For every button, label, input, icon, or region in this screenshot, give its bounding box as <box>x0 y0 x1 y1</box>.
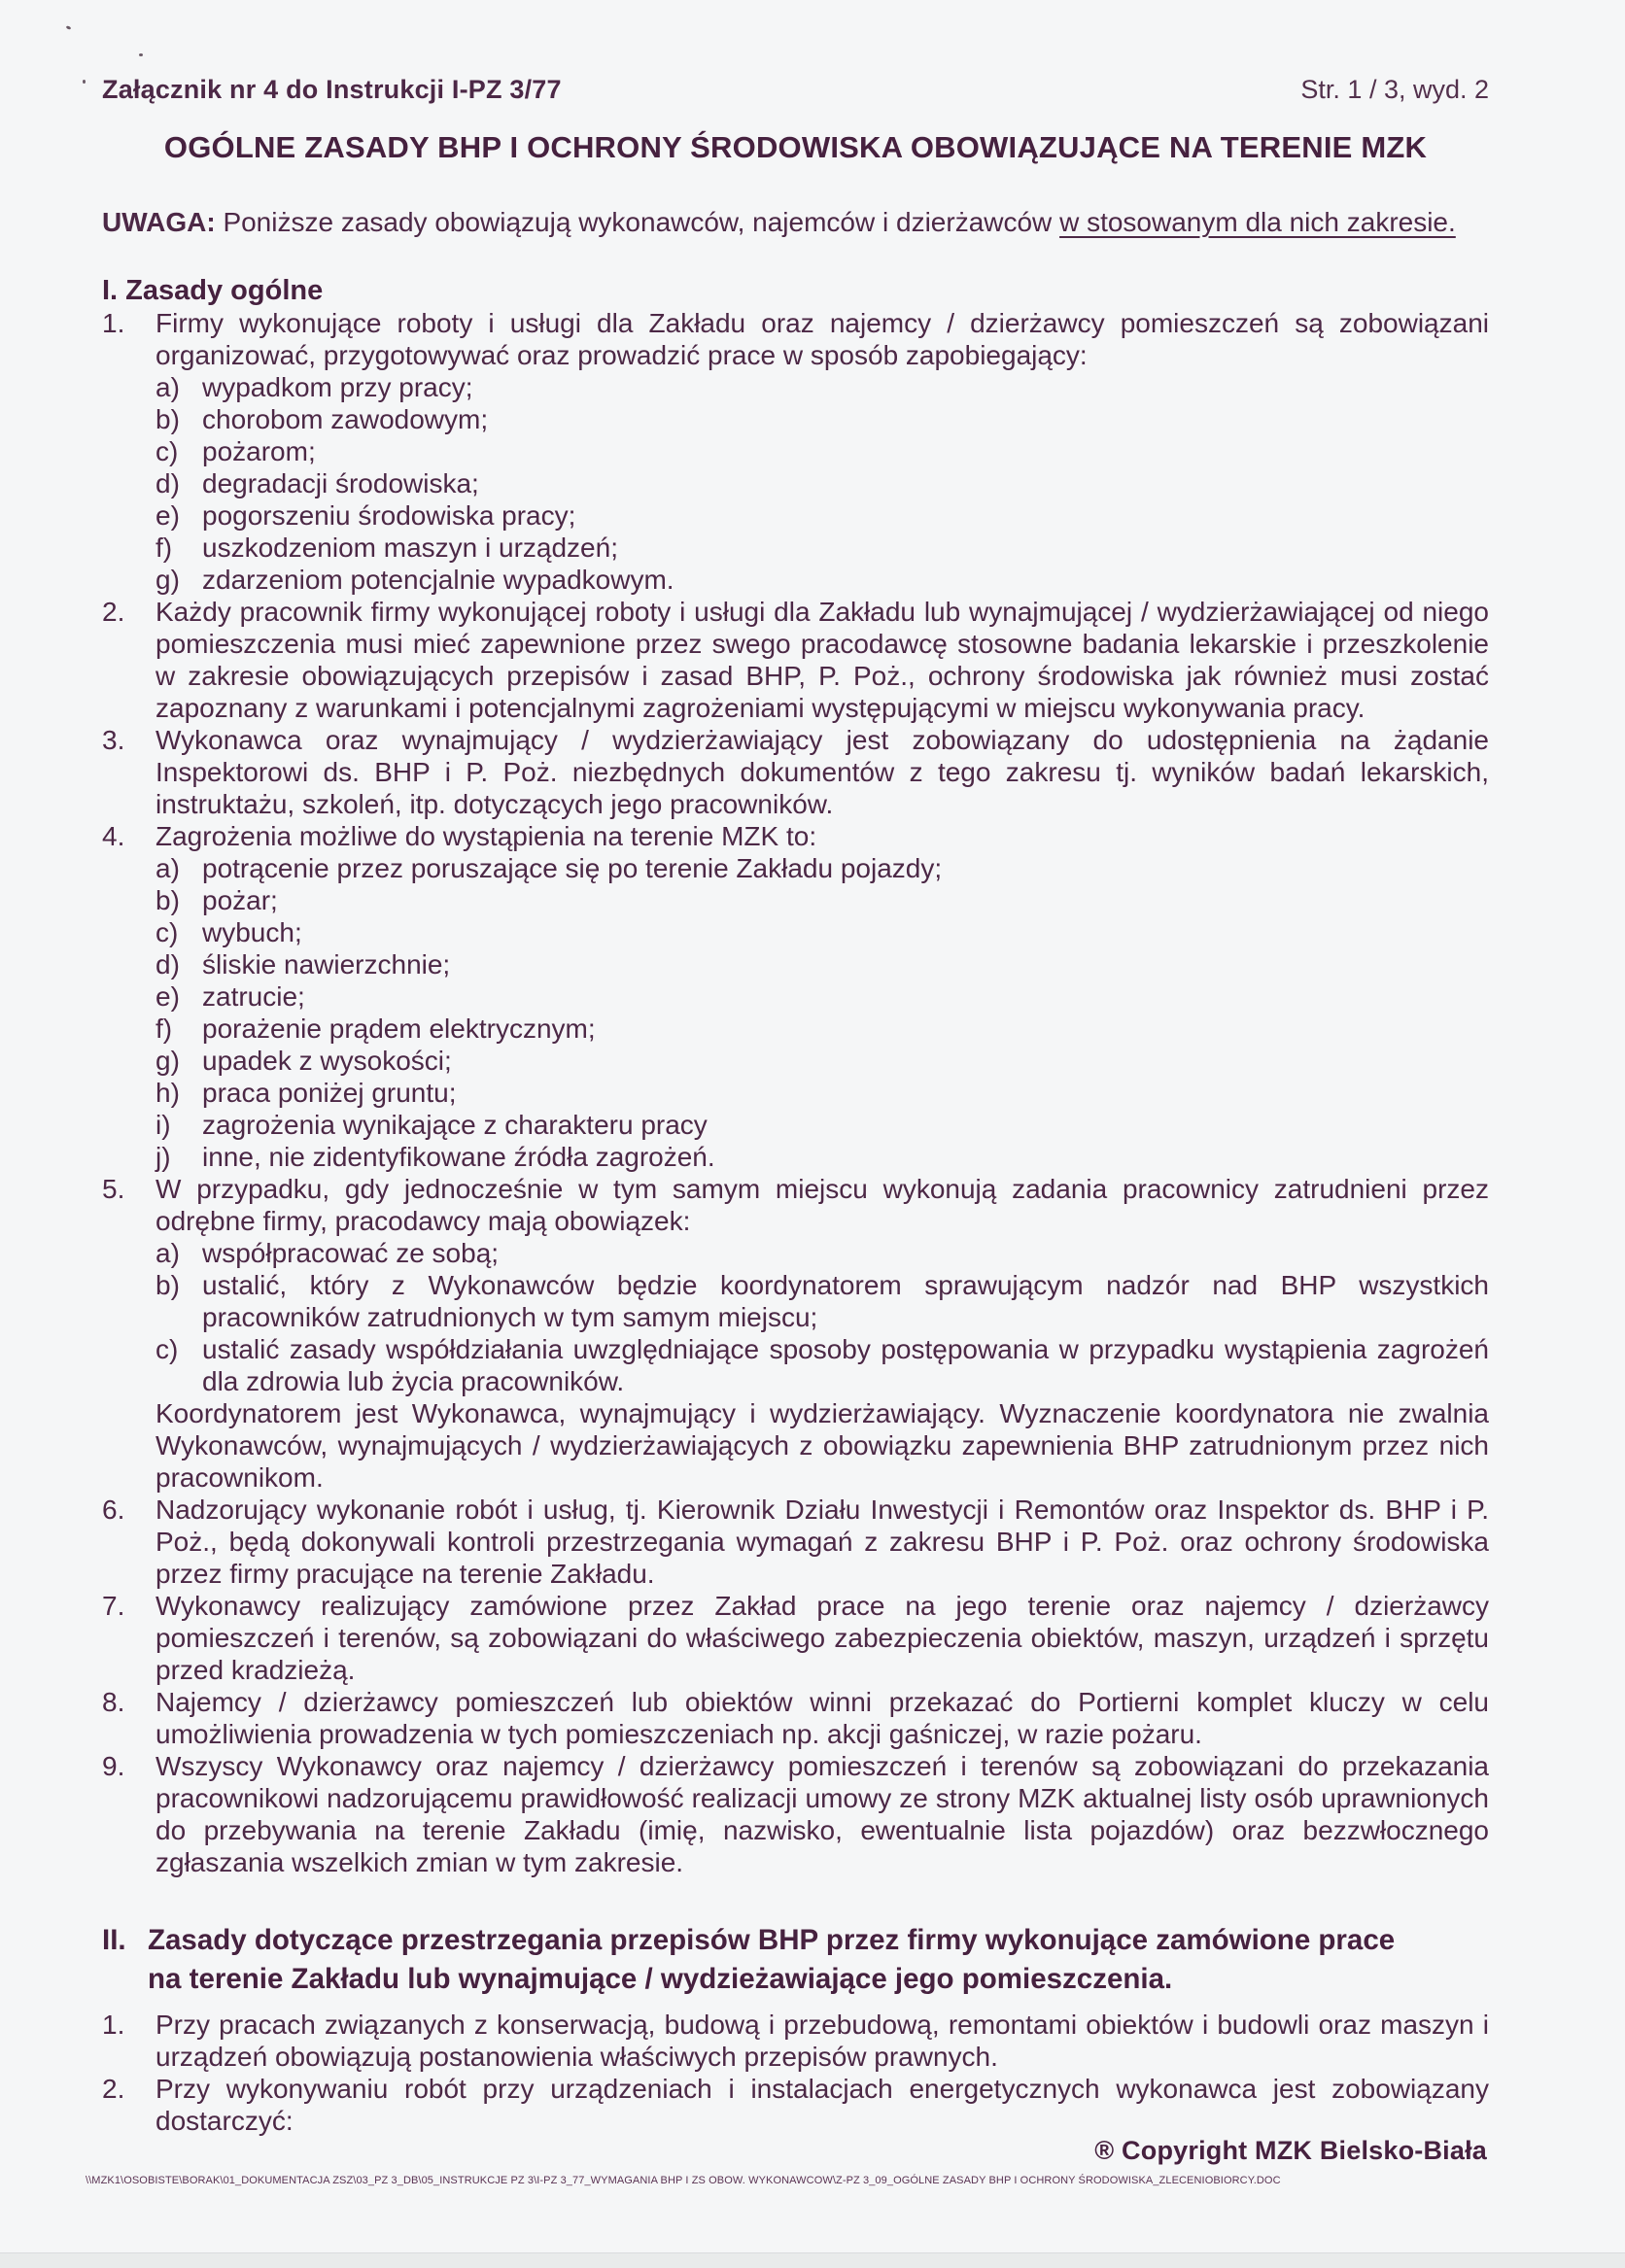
sub-item <box>156 948 1489 980</box>
sub-item <box>156 1333 1489 1397</box>
sub-item <box>156 1141 1489 1173</box>
sub-text: pogorszeniu środowiska pracy; <box>202 500 576 531</box>
sub-text: ustalić zasady współdziałania uwzględniające sposoby postępowania w przypadku wystąpienia zagrożeń dla zdrowia lub życia pracowników. <box>202 1334 1489 1396</box>
item-number: 1. <box>102 308 125 338</box>
sub-text: inne, nie zidentyfikowane źródła zagrożeń. <box>202 1142 715 1172</box>
notice-line <box>102 206 1489 238</box>
sub-item <box>156 435 1489 467</box>
item-text: Wykonawcy realizujący zamówione przez Zakład prace na jego terenie oraz najemcy / dzierżawcy pomieszczeń i terenów, są zobowiązani do właściwego zabezpieczenia obiektów, maszyn, urządzeń i sprzętu przed kradzieżą. <box>156 1591 1489 1685</box>
sub-text: współpracować ze sobą; <box>202 1238 500 1268</box>
list-item <box>102 820 1489 1173</box>
sub-letter: a) <box>156 1238 180 1268</box>
item-number: 2. <box>102 597 125 627</box>
sub-text: pożar; <box>202 885 278 915</box>
item-number: 8. <box>102 1687 125 1717</box>
list-item <box>102 1494 1489 1590</box>
sub-letter: c) <box>156 917 179 947</box>
notice-text: Poniższe zasady obowiązują wykonawców, najemców i dzierżawców <box>223 207 1053 237</box>
item-text: Przy wykonywaniu robót przy urządzeniach i instalacjach energetycznych wykonawca jest zobowiązany dostarczyć: <box>156 2074 1489 2136</box>
sub-letter: h) <box>156 1078 180 1108</box>
sub-letter: i) <box>156 1110 171 1140</box>
sub-text: zagrożenia wynikające z charakteru pracy <box>202 1110 708 1140</box>
sub-item <box>156 1269 1489 1333</box>
sub-text: wypadkom przy pracy; <box>202 372 473 402</box>
sub-letter: c) <box>156 1334 179 1364</box>
sub-text: degradacji środowiska; <box>202 468 479 498</box>
item-text: Nadzorujący wykonanie robót i usług, tj. Kierownik Działu Inwestycji i Remontów oraz Inspektor ds. BHP i P. Poż., będą dokonywali kontroli przestrzegania wymagań z zakresu BHP i P. Poż. oraz ochrony środowiska przez firmy pracujące na terenie Zakładu. <box>156 1495 1489 1589</box>
sub-text: chorobom zawodowym; <box>202 404 489 434</box>
sub-text: praca poniżej gruntu; <box>202 1078 457 1108</box>
sub-item <box>156 852 1489 884</box>
section-1-heading: I. Zasady ogólne <box>102 275 324 306</box>
section-2-number: II. <box>102 1924 126 1956</box>
item-text: W przypadku, gdy jednocześnie w tym samym miejscu wykonują zadania pracownicy zatrudnieni przez odrębne firmy, pracodawcy mają obowiązek: <box>156 1174 1489 1236</box>
notice-label: UWAGA: <box>102 207 216 237</box>
item-text: Każdy pracownik firmy wykonującej roboty i usługi dla Zakładu lub wynajmującej / wydzierżawiającej od niego pomieszczenia musi mieć zapewnione przez swego pracodawcę stosowne badania lekarskie i przeszkolenie w zakresie obowiązujących przepisów i zasad BHP, P. Poż., ochrony środowiska jak również musi zostać zapoznany z warunkami i potencjalnymi zagrożeniami występującymi w miejscu wykonywania pracy. <box>156 597 1489 723</box>
sub-item <box>156 1013 1489 1045</box>
page-indicator: Str. 1 / 3, wyd. 2 <box>1300 75 1489 104</box>
item-text: Firmy wykonujące roboty i usługi dla Zakładu oraz najemcy / dzierżawcy pomieszczeń są zobowiązani organizować, przygotowywać oraz prowadzić prace w sposób zapobiegający: <box>156 308 1489 370</box>
coordinator-note: Koordynatorem jest Wykonawca, wynajmujący i wydzierżawiający. Wyznaczenie koordynatora nie zwalnia Wykonawców, wynajmujących / wydzierżawiających z obowiązku zapewnienia BHP zatrudnionym przez nich pracownikom. <box>156 1398 1489 1493</box>
item-number: 7. <box>102 1591 125 1621</box>
list-item <box>102 307 1489 596</box>
item-text: Przy pracach związanych z konserwacją, budową i przebudową, remontami obiektów i budowli oraz maszyn i urządzeń obowiązują postanowienia właściwych przepisów prawnych. <box>156 2010 1489 2072</box>
section-1-list <box>102 307 1489 1878</box>
item-number: 9. <box>102 1751 125 1781</box>
sub-letter: j) <box>156 1142 171 1172</box>
sub-letter: d) <box>156 949 180 979</box>
list-item <box>102 596 1489 724</box>
sub-letter: g) <box>156 565 180 595</box>
item-text: Wykonawca oraz wynajmujący / wydzierżawiający jest zobowiązany do udostępnienia na żądanie Inspektorowi ds. BHP i P. Poż. niezbędnych dokumentów z tego zakresu tj. wyników badań lekarskich, instruktażu, szkoleń, itp. dotyczących jego pracowników. <box>156 725 1489 819</box>
sub-item <box>156 532 1489 564</box>
list-item <box>102 2009 1489 2073</box>
sub-item <box>156 980 1489 1013</box>
scan-edge <box>0 2252 1625 2268</box>
sub-text: zatrucie; <box>202 981 305 1012</box>
sub-letter: c) <box>156 436 179 466</box>
item-text: Najemcy / dzierżawcy pomieszczeń lub obiektów winni przekazać do Portierni komplet kluczy w celu umożliwienia prowadzenia w tych pomieszczeniach np. akcji gaśniczej, w razie pożaru. <box>156 1687 1489 1749</box>
scan-speck <box>139 53 143 56</box>
list-item <box>102 1173 1489 1494</box>
sub-letter: e) <box>156 500 180 531</box>
sub-letter: b) <box>156 1270 180 1300</box>
item-number: 5. <box>102 1174 125 1204</box>
scan-speck <box>83 80 86 84</box>
item-text: Wszyscy Wykonawcy oraz najemcy / dzierżawcy pomieszczeń i terenów są zobowiązani do przekazania pracownikowi nadzorującemu prawidłowość realizacji umowy ze strony MZK aktualnej listy osób uprawnionych do przebywania na terenie Zakładu (imię, nazwisko, ewentualnie lista pojazdów) oraz bezzwłocznego zgłaszania wszelkich zmian w tym zakresie. <box>156 1751 1489 1877</box>
sub-letter: f) <box>156 1014 173 1044</box>
list-item <box>102 1686 1489 1750</box>
sub-letter: f) <box>156 533 173 563</box>
sub-text: upadek z wysokości; <box>202 1046 452 1076</box>
notice-underlined-phrase: w stosowanym dla nich zakresie. <box>1059 207 1456 237</box>
sub-item <box>156 564 1489 596</box>
item-number: 2. <box>102 2074 125 2104</box>
sub-text: uszkodzeniom maszyn i urządzeń; <box>202 533 618 563</box>
page-header <box>102 74 1489 105</box>
item-number: 1. <box>102 2010 125 2040</box>
copyright-line: ® Copyright MZK Bielsko-Biała <box>1094 2136 1487 2165</box>
file-path: \\MZK1\OSOBISTE\BORAK\01_DOKUMENTACJA ZSZ\03_PZ 3_DB\05_INSTRUKCJE PZ 3\I-PZ 3_77_WYMAGANIA BHP I ZS OBOW. WYKONAWCOW\Z-PZ 3_09_OGÓLNE ZASADY BHP I OCHRONY ŚRODOWISKA_ZLECENIOBIORCY.DOC <box>86 2175 1281 2186</box>
sub-item <box>156 1045 1489 1077</box>
sub-letter: b) <box>156 404 180 434</box>
section-2-list <box>102 2009 1489 2137</box>
sub-item <box>156 1077 1489 1109</box>
sub-text: wybuch; <box>202 917 302 947</box>
item-number: 3. <box>102 725 125 755</box>
sub-letter: b) <box>156 885 180 915</box>
sub-letter: e) <box>156 981 180 1012</box>
list-item <box>102 2073 1489 2137</box>
sub-item <box>156 499 1489 532</box>
item-number: 4. <box>102 821 125 851</box>
sub-text: pożarom; <box>202 436 316 466</box>
sub-item <box>156 403 1489 435</box>
sub-item <box>156 1237 1489 1269</box>
section-2-heading-text: Zasady dotyczące przestrzegania przepisów BHP przez firmy wykonujące zamówione prace na terenie Zakładu lub wynajmujące / wydzieżawiające jego pomieszczenia. <box>148 1924 1396 1995</box>
list-item <box>102 724 1489 820</box>
sub-item <box>156 467 1489 499</box>
item-text: Zagrożenia możliwe do wystąpienia na terenie MZK to: <box>156 821 817 851</box>
sub-text: zdarzeniom potencjalnie wypadkowym. <box>202 565 674 595</box>
list-item <box>102 1750 1489 1878</box>
sub-text: śliskie nawierzchnie; <box>202 949 451 979</box>
section-2-heading <box>102 1921 1489 1999</box>
sub-letter: a) <box>156 372 180 402</box>
sub-item <box>156 371 1489 403</box>
document-title: OGÓLNE ZASADY BHP I OCHRONY ŚRODOWISKA OBOWIĄZUJĄCE NA TERENIE MZK <box>163 130 1428 164</box>
sub-letter: a) <box>156 853 180 883</box>
sub-item <box>156 884 1489 916</box>
sub-item <box>156 916 1489 948</box>
sub-text: potrącenie przez poruszające się po terenie Zakładu pojazdy; <box>202 853 943 883</box>
sub-text: ustalić, który z Wykonawców będzie koordynatorem sprawującym nadzór nad BHP wszystkich pracowników zatrudnionych w tym samym miejscu; <box>202 1270 1489 1332</box>
sub-letter: g) <box>156 1046 180 1076</box>
item-number: 6. <box>102 1495 125 1525</box>
attachment-reference: Załącznik nr 4 do Instrukcji I-PZ 3/77 <box>102 75 562 104</box>
scan-speck <box>66 25 72 30</box>
sub-item <box>156 1109 1489 1141</box>
sub-text: porażenie prądem elektrycznym; <box>202 1014 596 1044</box>
list-item <box>102 1590 1489 1686</box>
sub-letter: d) <box>156 468 180 498</box>
